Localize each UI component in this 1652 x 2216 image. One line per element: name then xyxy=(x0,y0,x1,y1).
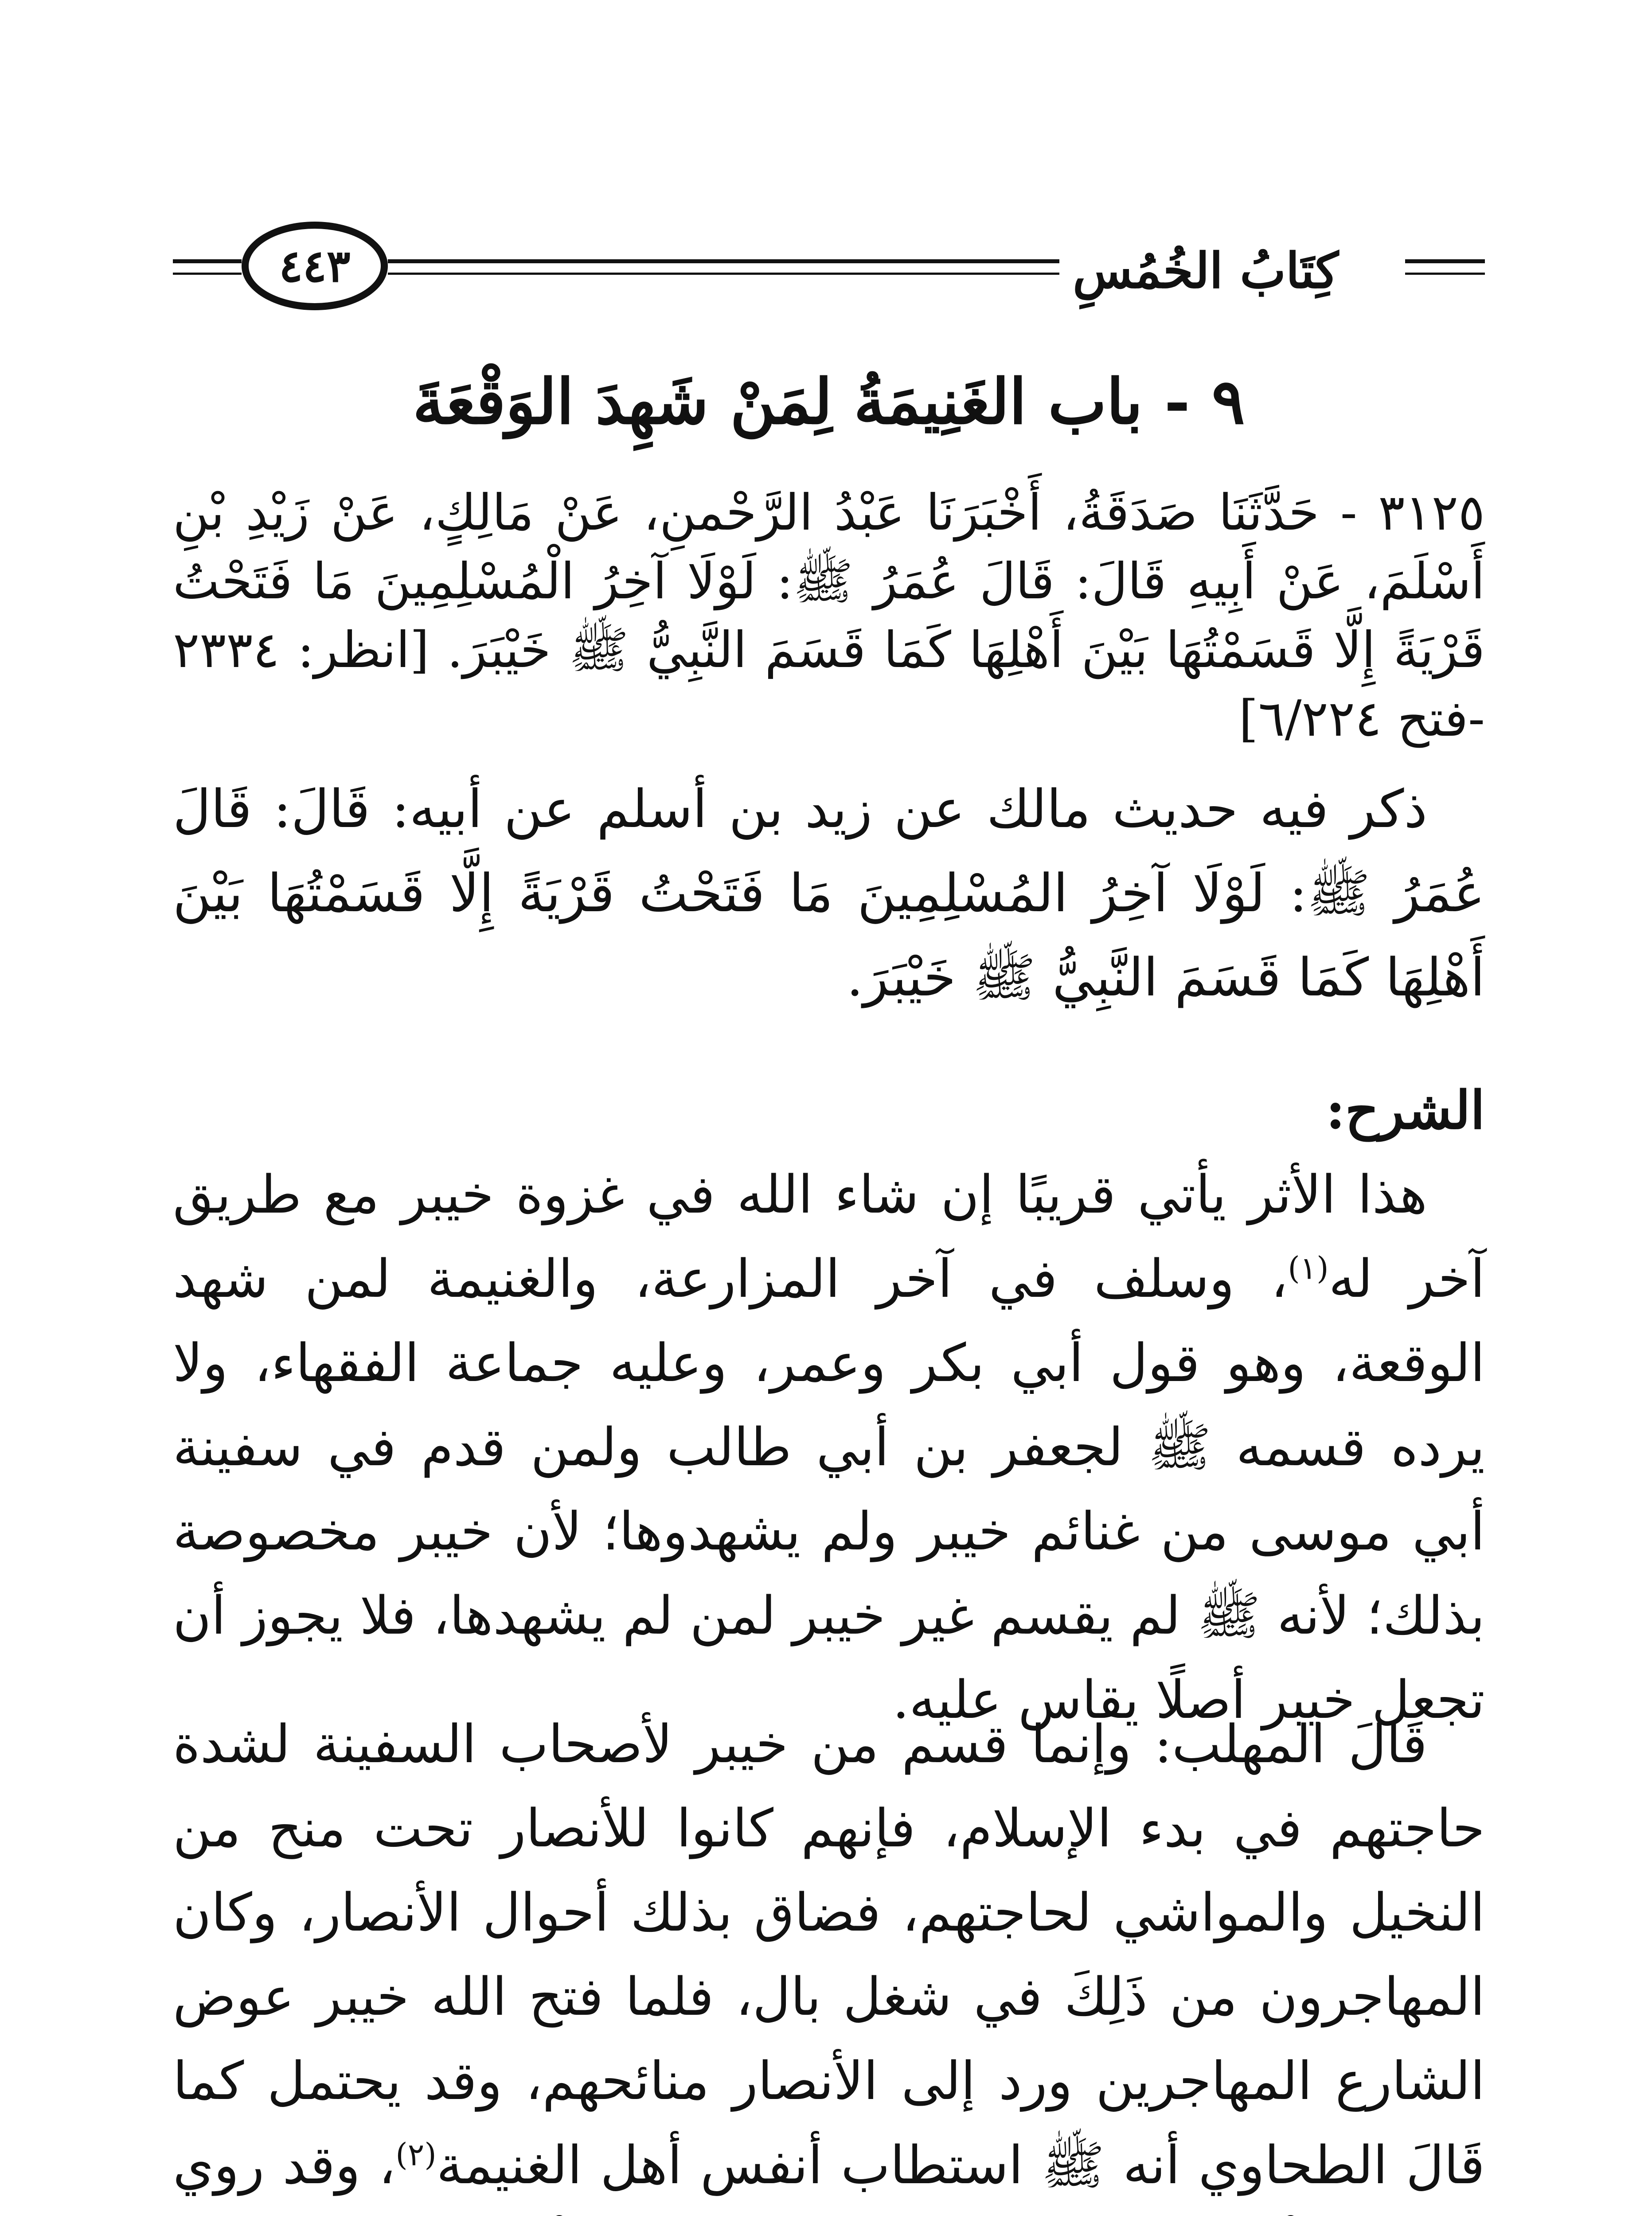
sharh-label: الشرح: xyxy=(1326,1079,1485,1141)
running-title: كِتَابُ الخُمُسِ xyxy=(1059,242,1352,300)
header-rule-right-thin xyxy=(1405,273,1485,275)
footnote-marker-2: (٢) xyxy=(395,2136,437,2173)
footnote-marker-1: (١) xyxy=(1288,1250,1329,1287)
header-rule-right xyxy=(1405,259,1485,263)
page-number-oval xyxy=(242,222,388,310)
commentary-paragraph-2 xyxy=(173,1702,1485,2216)
hadith-reference: [انظر: ٢٣٣٤ -فتح ٦/٢٢٤] xyxy=(173,621,1485,748)
header-rule-left-thin xyxy=(173,273,242,275)
commentary-paragraph-1 xyxy=(173,1152,1485,1742)
page-number: ٤٤٣ xyxy=(279,240,351,292)
paragraph-2-start: قَالَ المهلب: وإنما قسم من خيبر لأصحاب السفينة لشدة حاجتهم في بدء الإسلام، فإنهم كانوا للأنصار تحت منح من النخيل والمواشي لحاجتهم، فضاق بذلك أحوال الأنصار، وكان المهاجرون من ذَلِكَ في شغل بال، فلما فتح الله خيبر عوض الشارع المهاجرين ورد إلى الأنصار منائحهم، وقد يحتمل كما قَالَ الطحاوي أنه ﷺ استطاب أنفس أهل الغنيمة xyxy=(173,1713,1485,2196)
paragraph-1-start: هذا الأثر يأتي قريبًا إن شاء الله في غزوة خيبر مع طريق آخر له xyxy=(173,1164,1485,1309)
paragraph-1-end: ، وسلف في آخر المزارعة، والغنيمة لمن شهد الوقعة، وهو قول أبي بكر وعمر، وعليه جماعة الفقهاء، ولا يرده قسمه ﷺ لجعفر بن أبي طالب ولمن قدم في سفينة أبي موسى من غنائم خيبر ولم يشهدوها؛ لأن خيبر مخصوصة بذلك؛ لأنه ﷺ لم يقسم غير خيبر لمن لم يشهدها، فلا يجوز أن تجعل خيبر أصلًا يقاس عليه. xyxy=(173,1248,1485,1730)
paragraph-2-end: ، وقد روي xyxy=(173,2134,396,2196)
hadith-text xyxy=(173,479,1485,753)
commentary-intro: ذكر فيه حديث مالك عن زيد بن أسلم عن أبيه: قَالَ: قَالَ عُمَرُ ﷺ: لَوْلَا آخِرُ المُسْلِمِينَ مَا فَتَحْتُ قَرْيَةً إِلَّا قَسَمْتُهَا بَيْنَ أَهْلِهَا كَمَا قَسَمَ النَّبِيُّ ﷺ خَيْبَرَ. xyxy=(173,778,1485,1008)
page-header xyxy=(173,213,1485,328)
chapter-title: ٩ - باب الغَنِيمَةُ لِمَنْ شَهِدَ الوَقْعَةَ xyxy=(413,366,1245,438)
header-rule-left xyxy=(173,259,242,263)
hadith-body: ٣١٢٥ - حَدَّثَنَا صَدَقَةُ، أَخْبَرَنَا عَبْدُ الرَّحْمنِ، عَنْ مَالِكٍ، عَنْ زَيْدِ بْنِ أَسْلَمَ، عَنْ أَبِيهِ قَالَ: قَالَ عُمَرُ ﷺ: لَوْلَا آخِرُ الْمُسْلِمِينَ مَا فَتَحْتُ قَرْيَةً إِلَّا قَسَمْتُهَا بَيْنَ أَهْلِهَا كَمَا قَسَمَ النَّبِيُّ ﷺ خَيْبَرَ. xyxy=(173,484,1485,679)
